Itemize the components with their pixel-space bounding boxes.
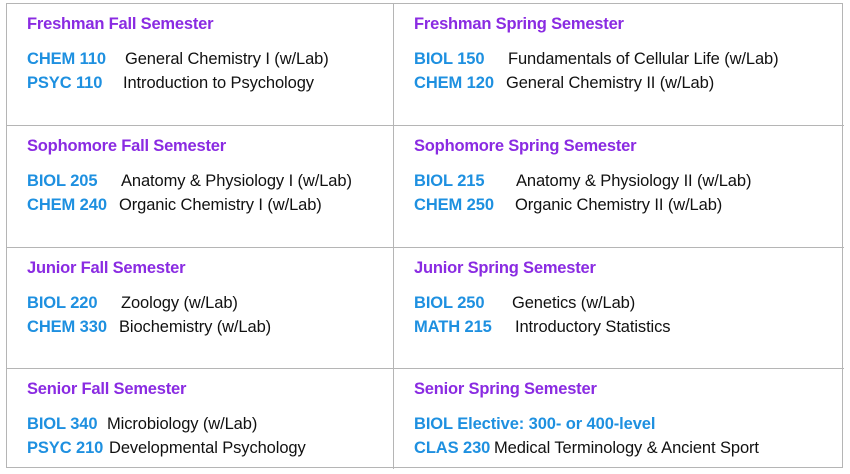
course-name: Microbiology (w/Lab) [107, 415, 258, 433]
course-row [27, 196, 322, 215]
course-code: BIOL Elective: 300- or 400-level [414, 415, 656, 433]
course-row [414, 439, 759, 458]
course-row [414, 74, 714, 93]
semester-title: Junior Spring Semester [414, 259, 596, 277]
course-row [27, 294, 238, 313]
course-row [27, 74, 314, 93]
course-row [27, 172, 352, 191]
semester-cell-sophomore-spring [394, 126, 844, 248]
course-name: Organic Chemistry II (w/Lab) [515, 196, 723, 214]
course-row [414, 294, 635, 313]
course-code: CHEM 250 [414, 196, 494, 214]
semester-cell-sophomore-fall [7, 126, 394, 248]
course-code: CHEM 110 [27, 50, 106, 68]
course-name: Genetics (w/Lab) [512, 294, 636, 312]
course-code: BIOL 205 [27, 172, 98, 190]
course-row [414, 50, 779, 69]
course-name: Introductory Statistics [515, 318, 671, 336]
course-name: Organic Chemistry I (w/Lab) [119, 196, 322, 214]
course-name: General Chemistry I (w/Lab) [125, 50, 329, 68]
course-plan-table [6, 3, 843, 468]
semester-title: Freshman Fall Semester [27, 15, 214, 33]
semester-cell-freshman-spring [394, 4, 844, 126]
course-code: CHEM 330 [27, 318, 107, 336]
course-name: Anatomy & Physiology II (w/Lab) [516, 172, 752, 190]
course-code: BIOL 150 [414, 50, 485, 68]
course-row [27, 415, 257, 434]
course-row [414, 172, 751, 191]
course-code: BIOL 220 [27, 294, 98, 312]
course-row [27, 50, 329, 69]
semester-cell-freshman-fall [7, 4, 394, 126]
course-code: PSYC 210 [27, 439, 104, 457]
course-name: Developmental Psychology [109, 439, 306, 457]
course-code: BIOL 340 [27, 415, 98, 433]
semester-title: Sophomore Spring Semester [414, 137, 637, 155]
course-name: General Chemistry II (w/Lab) [506, 74, 715, 92]
course-name: Anatomy & Physiology I (w/Lab) [121, 172, 352, 190]
course-row [414, 318, 670, 337]
course-code: BIOL 215 [414, 172, 485, 190]
semester-title: Senior Fall Semester [27, 380, 187, 398]
course-code: CHEM 120 [414, 74, 494, 92]
course-row [414, 415, 655, 434]
semester-title: Freshman Spring Semester [414, 15, 624, 33]
course-name: Medical Terminology & Ancient Sport [494, 439, 759, 457]
semester-cell-junior-spring [394, 248, 844, 369]
semester-title: Junior Fall Semester [27, 259, 186, 277]
course-code: CHEM 240 [27, 196, 107, 214]
course-row [27, 439, 306, 458]
course-code: CLAS 230 [414, 439, 491, 457]
course-code: MATH 215 [414, 318, 492, 336]
course-code: PSYC 110 [27, 74, 103, 92]
semester-cell-senior-spring [394, 369, 844, 469]
course-name: Introduction to Psychology [123, 74, 314, 92]
course-code: BIOL 250 [414, 294, 485, 312]
course-name: Zoology (w/Lab) [121, 294, 238, 312]
course-row [414, 196, 722, 215]
course-name: Biochemistry (w/Lab) [119, 318, 272, 336]
semester-title: Sophomore Fall Semester [27, 137, 226, 155]
semester-title: Senior Spring Semester [414, 380, 597, 398]
semester-cell-junior-fall [7, 248, 394, 369]
course-name: Fundamentals of Cellular Life (w/Lab) [508, 50, 779, 68]
course-row [27, 318, 271, 337]
semester-cell-senior-fall [7, 369, 394, 469]
